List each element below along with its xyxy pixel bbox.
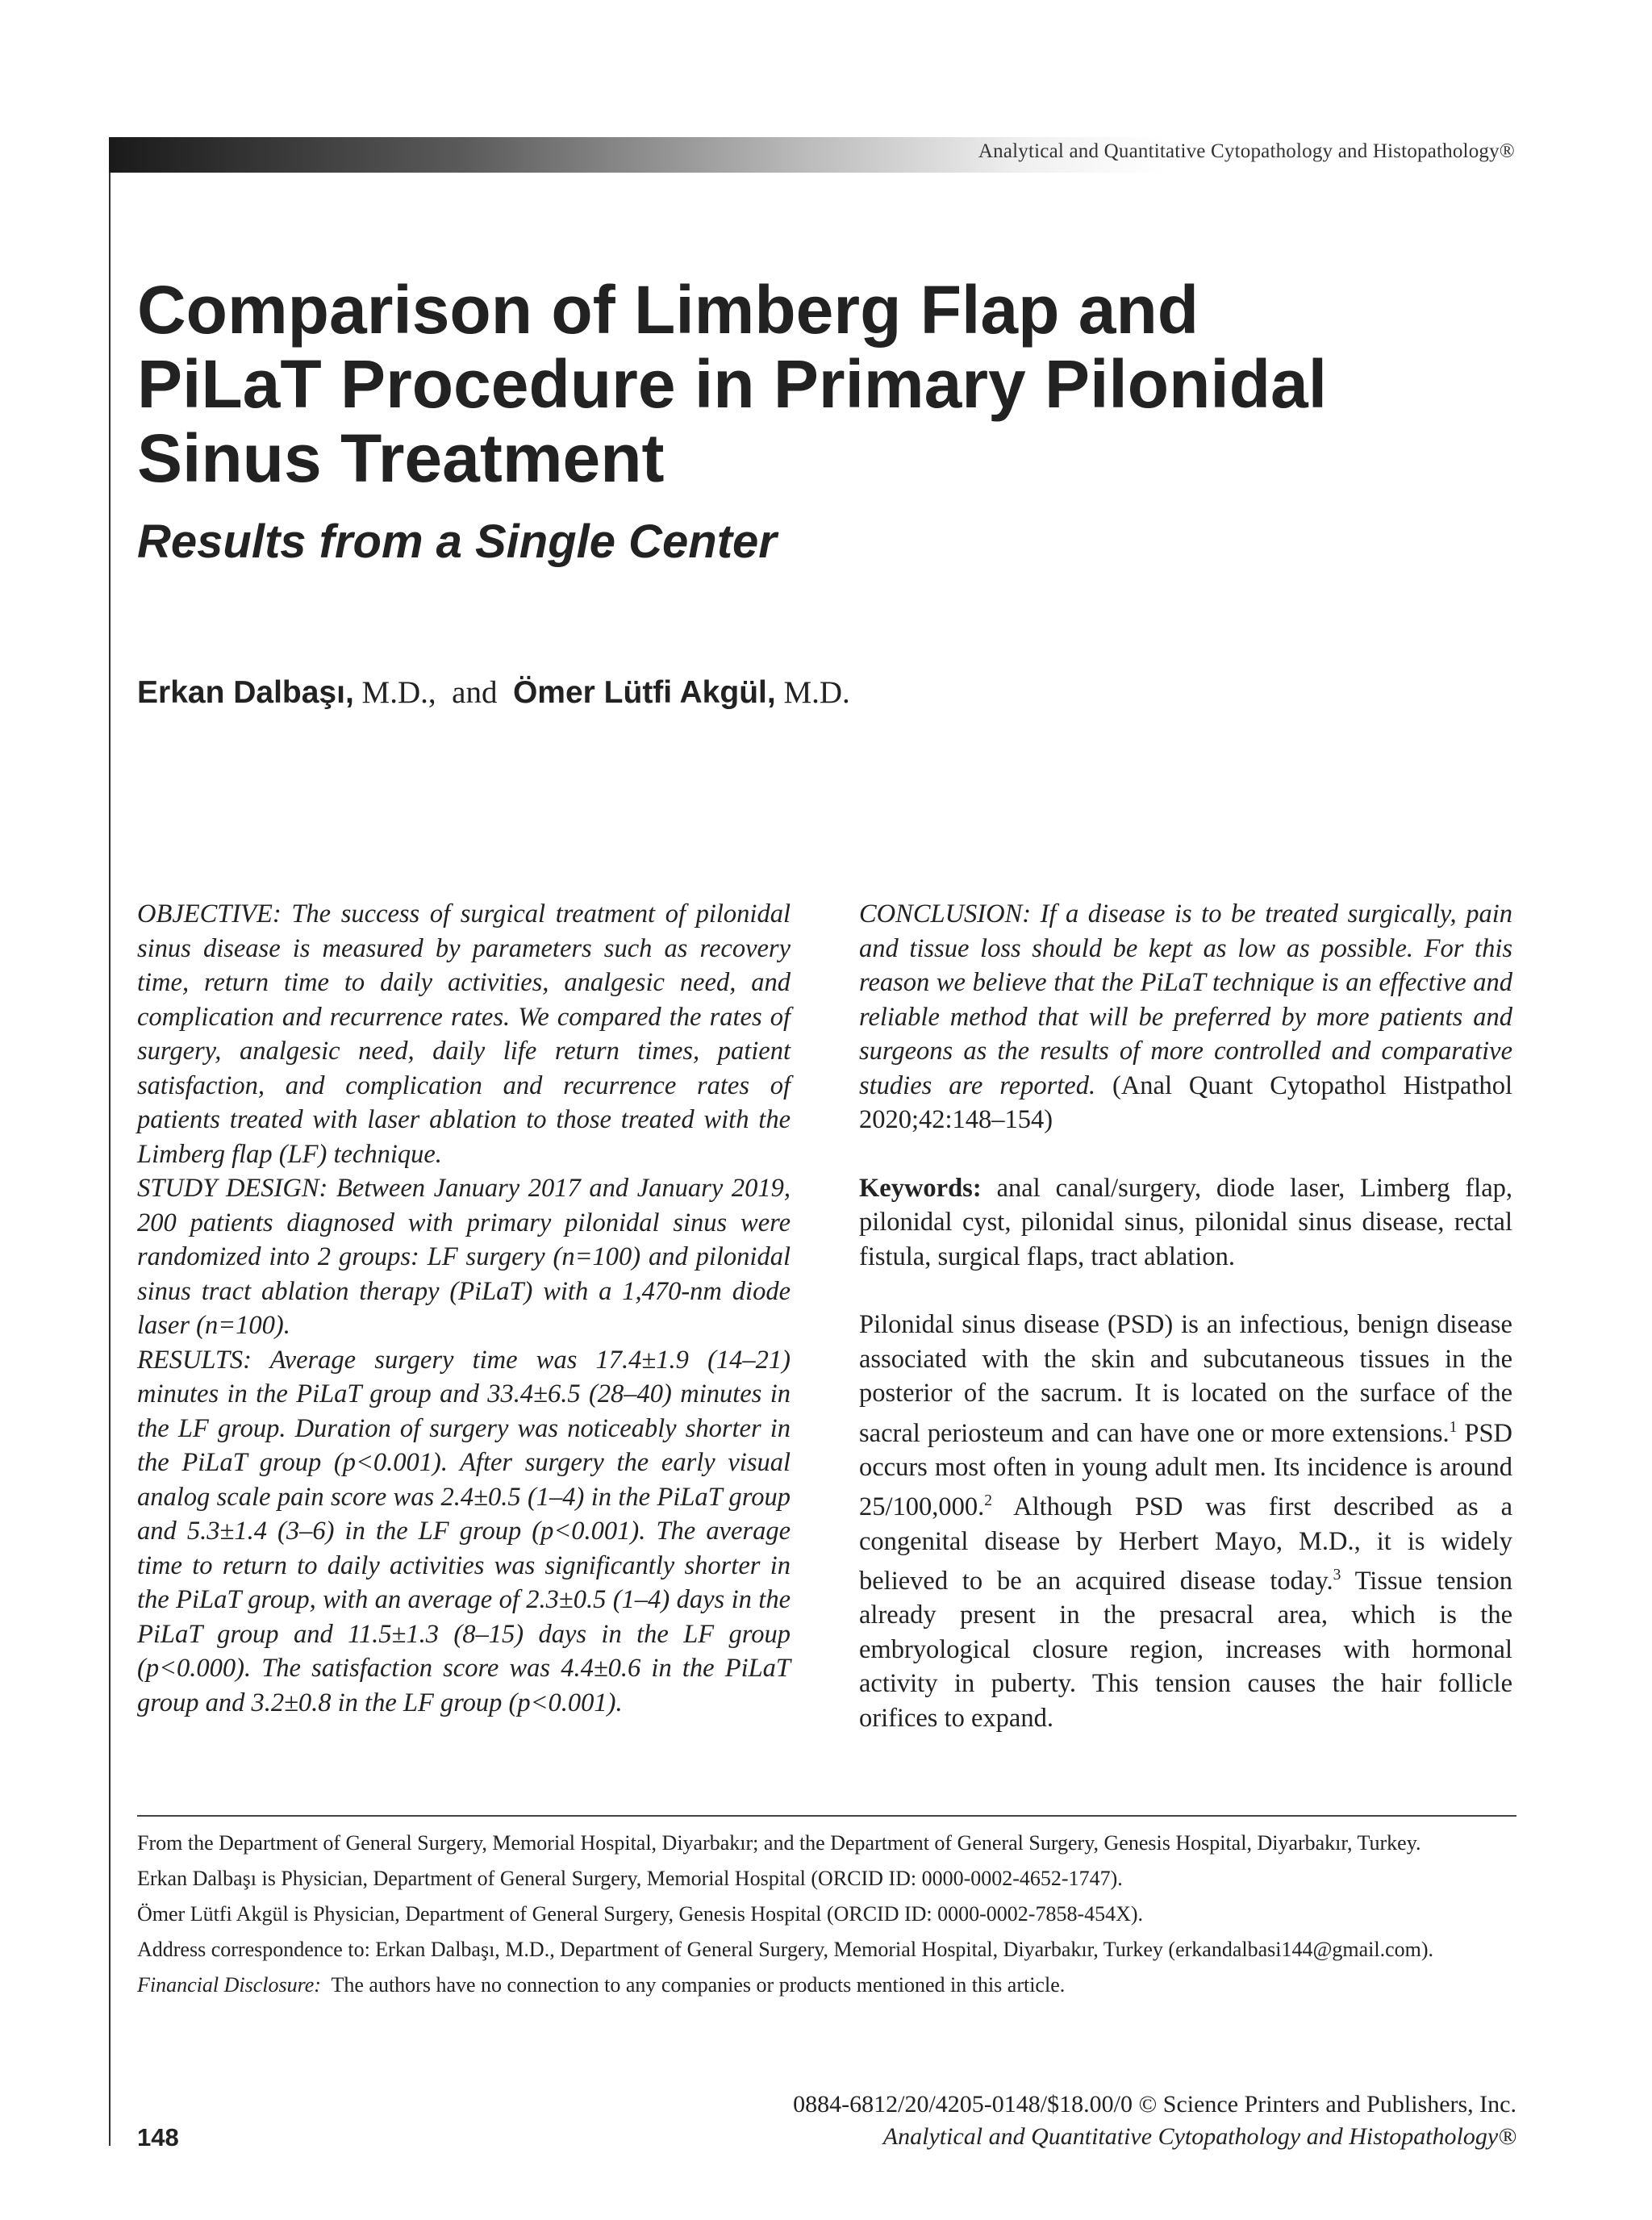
author-2-name: Ömer Lütfi Akgül, [512, 675, 776, 710]
intro-sentence-3: Although PSD was first described as a congenital disease by Herbert Mayo, M.D., it is widely believed to be an acquired disease today. [859, 1492, 1512, 1596]
author-2-degree: M.D. [783, 675, 850, 710]
author-1-degree: M.D., [361, 675, 436, 710]
footer-journal: Analytical and Quantitative Cytopathology and Histopathology® [882, 2123, 1516, 2150]
intro-paragraph [859, 1308, 1512, 1735]
page-number: 148 [137, 2123, 179, 2151]
ref-2[interactable]: 2 [984, 1492, 993, 1510]
intro-sentence-2: PSD occurs most often in young adult men. Its incidence is around 25/100,000. [859, 1418, 1512, 1522]
ref-1[interactable]: 1 [1449, 1418, 1458, 1436]
abstract-results: RESULTS: Average surgery time was 17.4±1.9 (14–21) minutes in the PiLaT group and 33.4±6.5 (28–40) minutes in the LF group. Duration of surgery was noticeably shorter in the PiLaT group (p<0.001). After surgery the early visual analog scale pain score was 2.4±0.5 (1–4) in the PiLaT group and 5.3±1.4 (3–6) in the LF group (p<0.001). The average time to return to daily activities was significantly shorter in the PiLaT group, with an average of 2.3±0.5 (1–4) days in the PiLaT group and 11.5±1.3 (8–15) days in the LF group (p<0.000). The satisfaction score was 4.4±0.6 in the PiLaT group and 3.2±0.8 in the LF group (p<0.001). [137, 1345, 791, 1717]
keywords [859, 1171, 1512, 1275]
footnotes [137, 1830, 1516, 2007]
keywords-label: Keywords: [859, 1173, 982, 1203]
intro-sentence-4: Tissue tension already present in the presacral area, which is the embryological closure region, increases with hormonal activity in puberty. This tension causes the hair follicle orifices to expand. [859, 1566, 1512, 1733]
author-line [137, 674, 850, 711]
abstract-citation: (Anal Quant Cytopathol Histpathol 2020;42:148–154) [859, 1070, 1513, 1134]
footnote-author-1: Erkan Dalbaşı is Physician, Department of General Surgery, Memorial Hospital (ORCID ID: 0000-0002-4652-1747). [137, 1867, 1123, 1890]
abstract-study-design: STUDY DESIGN: Between January 2017 and January 2019, 200 patients diagnosed with primary pilonidal sinus were randomized into 2 groups: LF surgery (n=100) and pilonidal sinus tract ablation therapy (PiLaT) with a 1,470-nm diode laser (n=100). [137, 1174, 791, 1340]
intro-sentence-1: Pilonidal sinus disease (PSD) is an infectious, benign disease associated with the skin and subcutaneous tissues in the posterior of the sacrum. It is located on the surface of the sacral periosteum and can have one or more extensions. [859, 1310, 1512, 1448]
copyright-line: 0884-6812/20/4205-0148/$18.00/0 © Science Printers and Publishers, Inc. [793, 2091, 1516, 2118]
disclosure-label: Financial Disclosure: [137, 1973, 321, 1997]
abstract-left-column [137, 897, 791, 1720]
disclosure-text: The authors have no connection to any companies or products mentioned in this article. [331, 1973, 1066, 1997]
author-1-name: Erkan Dalbaşı, [137, 675, 354, 710]
article-title: Comparison of Limberg Flap and PiLaT Procedure in Primary Pilonidal Sinus Treatment [137, 272, 1328, 496]
footnote-rule [137, 1815, 1516, 1817]
ref-3[interactable]: 3 [1333, 1567, 1341, 1584]
footnote-disclosure [137, 1972, 1516, 1999]
abstract-objective: OBJECTIVE: The success of surgical treatment of pilonidal sinus disease is measured by parameters such as recovery time, return time to daily activities, analgesic need, and complication and recurrence rates. We compared the rates of surgery, analgesic need, daily life return times, patient satisfaction, and complication and recurrence rates of patients treated with laser ablation to those treated with the Limberg flap (LF) technique. [137, 899, 791, 1169]
footnote-department: From the Department of General Surgery, Memorial Hospital, Diyarbakır; and the Department of General Surgery, Genesis Hospital, Diyarbakır, Turkey. [137, 1831, 1421, 1855]
margin-rule [109, 173, 111, 2146]
right-column [859, 897, 1512, 1735]
keywords-text: anal canal/surgery, diode laser, Limberg flap, pilonidal cyst, pilonidal sinus, pilonidal sinus disease, rectal fistula, surgical flaps, tract ablation. [859, 1173, 1513, 1271]
footnote-author-2: Ömer Lütfi Akgül is Physician, Department of General Surgery, Genesis Hospital (ORCID ID: 0000-0002-7858-454X). [137, 1902, 1144, 1926]
running-header: Analytical and Quantitative Cytopathology and Histopathology® [978, 140, 1515, 162]
footnote-address: Address correspondence to: Erkan Dalbaşı, M.D., Department of General Surgery, Memorial Hospital, Diyarbakır, Turkey (erkandalbasi144@gmail.com). [137, 1938, 1434, 1961]
author-conjunction: and [452, 675, 498, 710]
abstract-conclusion-block [859, 897, 1512, 1137]
abstract-conclusion: CONCLUSION: If a disease is to be treated surgically, pain and tissue loss should be kept as low as possible. For this reason we believe that the PiLaT technique is an effective and reliable method that will be preferred by more patients and surgeons as the results of more controlled and comparative studies are reported. [859, 899, 1512, 1100]
article-subtitle: Results from a Single Center [137, 515, 777, 568]
